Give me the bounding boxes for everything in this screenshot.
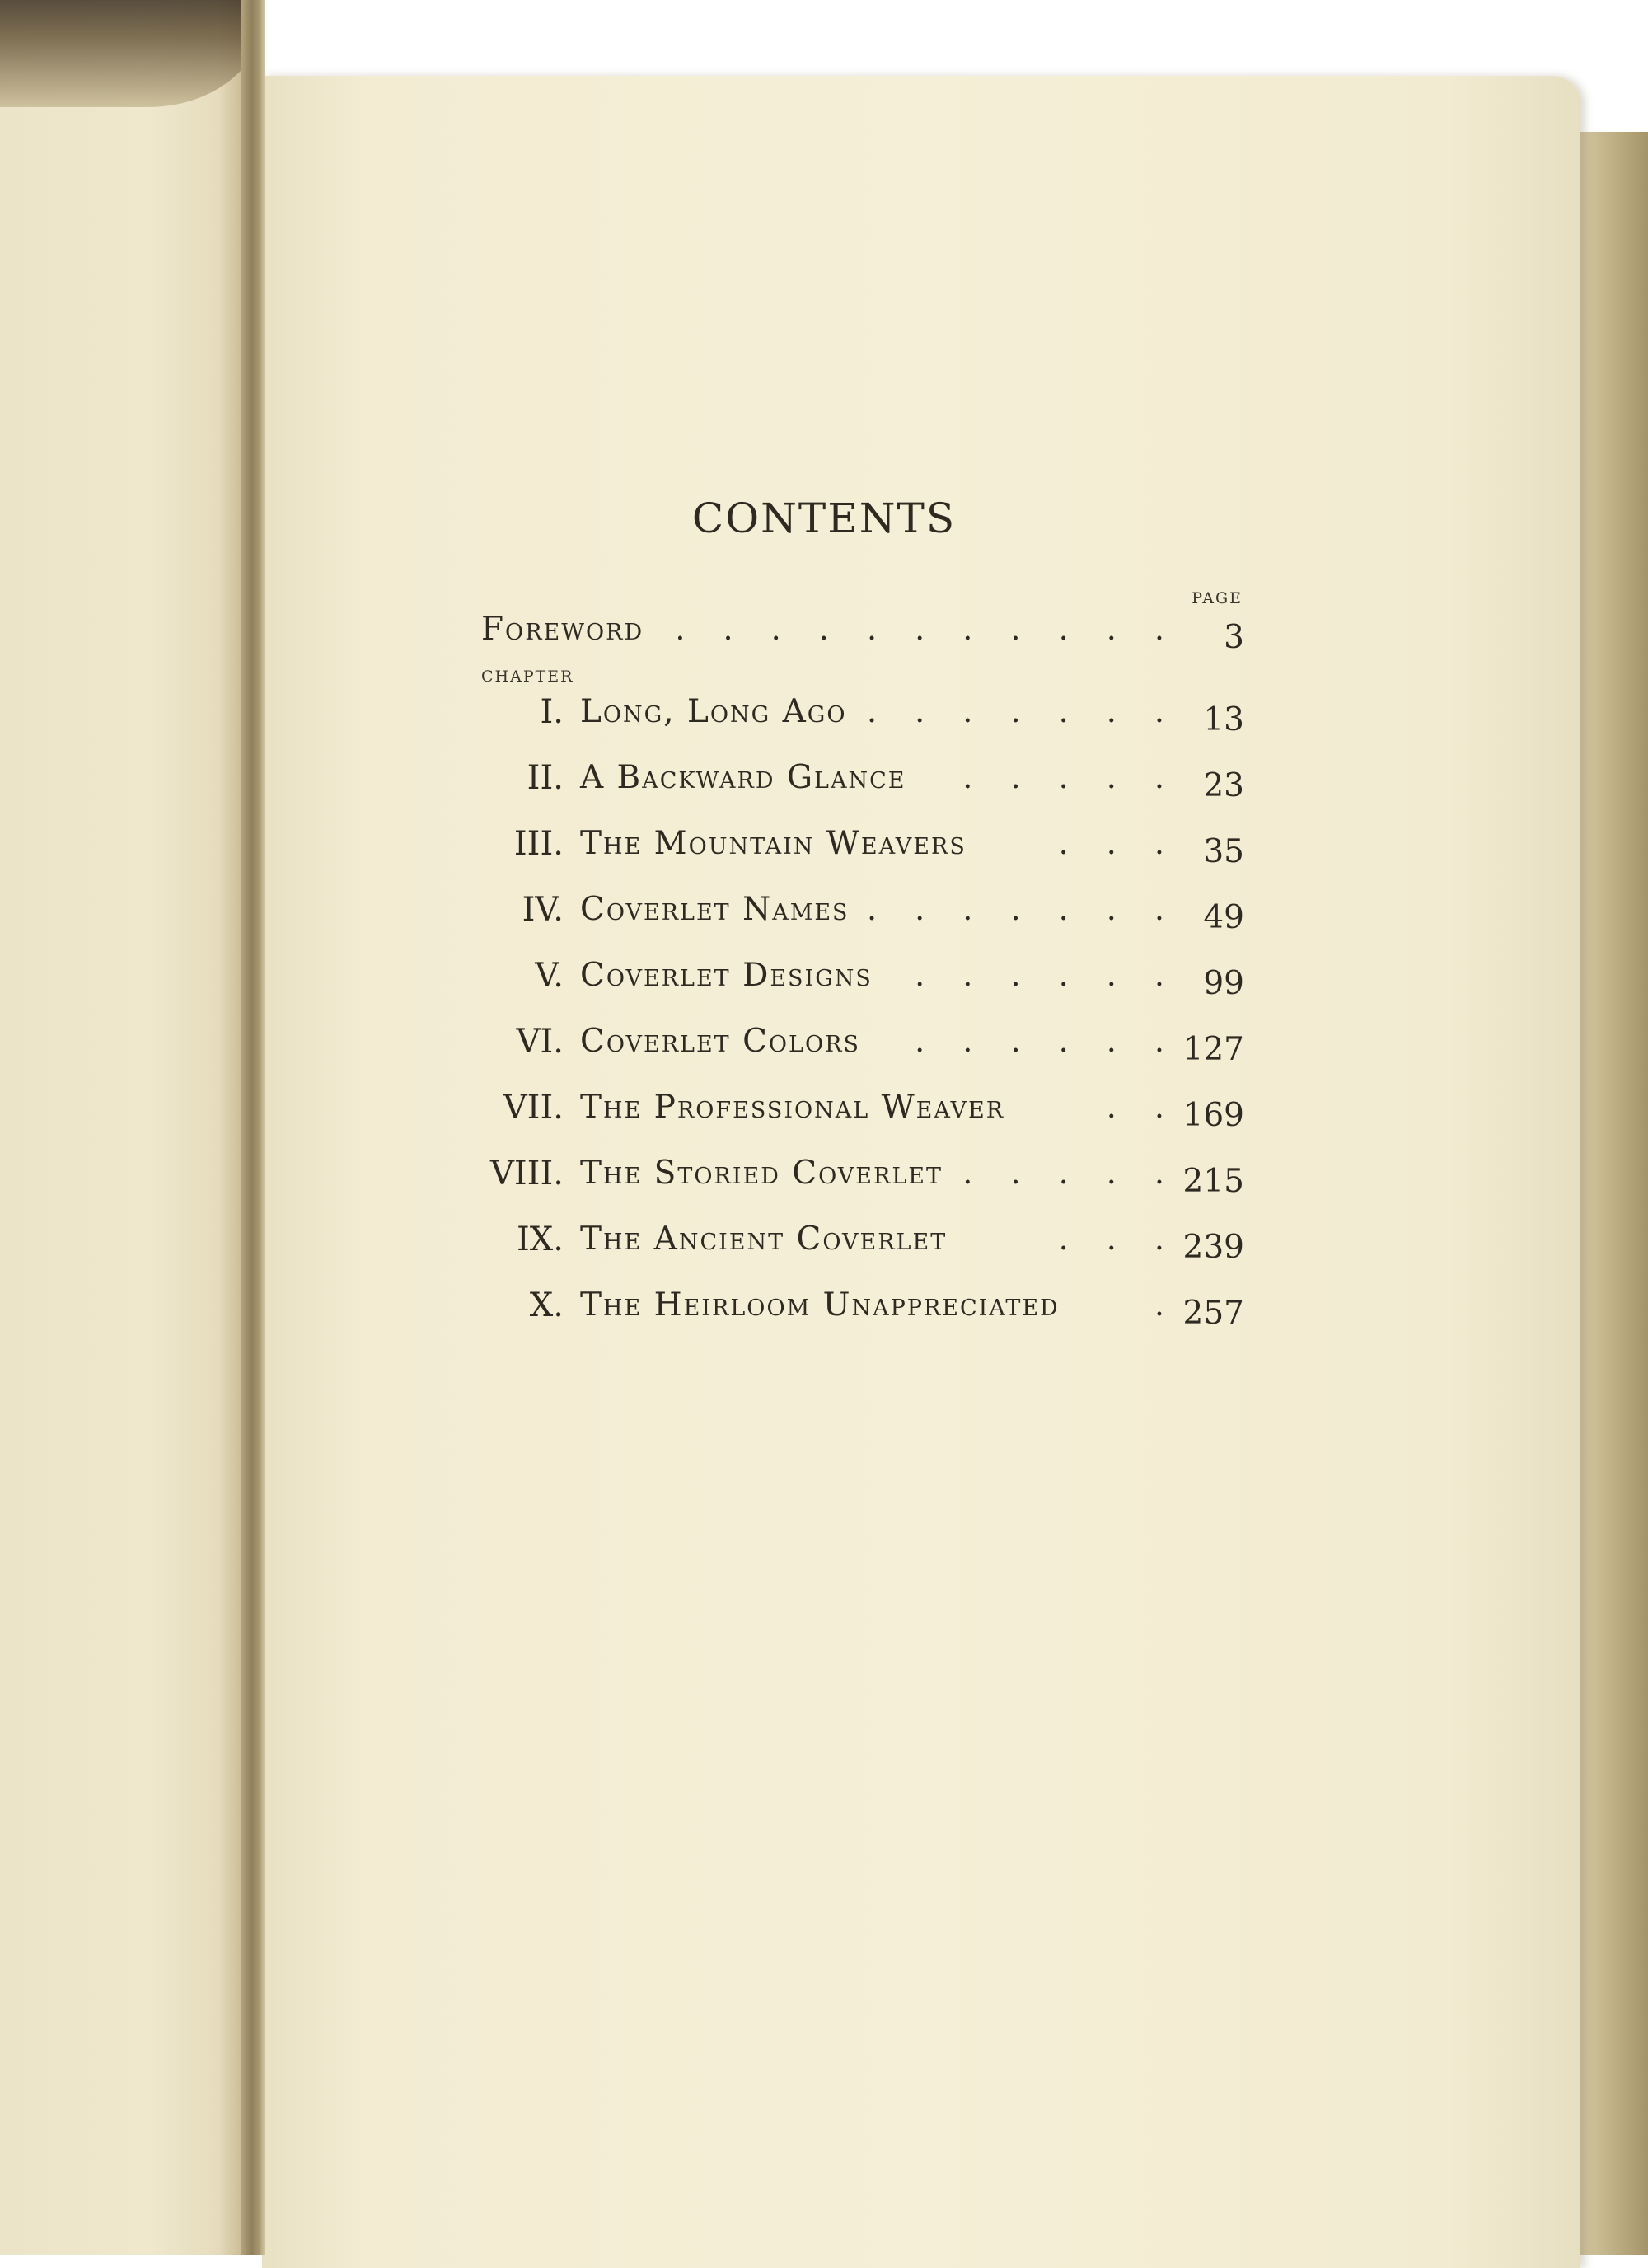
- page-number: 127: [1182, 1031, 1244, 1068]
- page-title: CONTENTS: [691, 494, 957, 542]
- page-number: 239: [1182, 1229, 1244, 1266]
- dot-leaders: . . . . .: [962, 759, 1178, 795]
- entry-title: The Professional Weaver: [580, 1089, 1005, 1126]
- toc-row: [481, 688, 1244, 738]
- dot-leaders: . . .: [1058, 1221, 1178, 1257]
- entry-title: Long, Long Ago: [580, 693, 847, 730]
- chapter-numeral: V.: [535, 957, 564, 995]
- book-gutter: [241, 0, 265, 2255]
- chapter-numeral: VI.: [516, 1023, 564, 1061]
- entry-title: The Ancient Coverlet: [580, 1221, 948, 1258]
- page-number: 169: [1182, 1097, 1244, 1134]
- dot-leaders: . . . . . .: [915, 957, 1178, 993]
- toc-row: [481, 1084, 1244, 1133]
- page-number: 215: [1182, 1163, 1244, 1200]
- page-number: 35: [1203, 833, 1244, 870]
- dot-leaders: . .: [1106, 1089, 1178, 1125]
- toc-row: [481, 1150, 1244, 1199]
- dot-leaders: .: [1154, 1286, 1178, 1323]
- dot-leaders: . . . . .: [962, 1155, 1178, 1191]
- toc-row: [481, 952, 1244, 1001]
- page-column-label: PAGE: [1192, 589, 1243, 607]
- page-number: 99: [1203, 965, 1244, 1002]
- entry-title: The Mountain Weavers: [580, 825, 967, 862]
- chapter-numeral: III.: [513, 825, 564, 863]
- right-page-edges: [1570, 132, 1648, 2255]
- entry-title: Foreword: [481, 611, 644, 648]
- chapter-numeral: II.: [527, 759, 564, 797]
- toc-row-foreword: [481, 606, 1244, 655]
- chapter-numeral: VII.: [503, 1089, 564, 1127]
- chapter-numeral: IX.: [517, 1221, 564, 1258]
- page-number: 49: [1203, 899, 1244, 936]
- entry-title: Coverlet Names: [580, 891, 850, 928]
- toc-row: [481, 886, 1244, 935]
- chapter-numeral: VIII.: [489, 1155, 564, 1193]
- toc-row: [481, 1018, 1244, 1067]
- toc-row: [481, 754, 1244, 804]
- chapter-column-label: CHAPTER: [481, 668, 574, 686]
- toc-row: [481, 1282, 1244, 1331]
- chapter-numeral: I.: [540, 693, 564, 731]
- page-number: 3: [1224, 619, 1244, 656]
- entry-title: The Storied Coverlet: [580, 1155, 943, 1192]
- entry-title: The Heirloom Unappreciated: [580, 1286, 1060, 1324]
- dot-leaders: . . . . . . .: [866, 693, 1178, 729]
- dot-leaders: . . .: [1058, 825, 1178, 861]
- chapter-numeral: X.: [529, 1286, 564, 1324]
- page-number: 23: [1203, 767, 1244, 804]
- entry-title: Coverlet Designs: [580, 957, 873, 994]
- page-number: 13: [1203, 701, 1244, 738]
- dot-leaders: . . . . . . . . . . .: [675, 611, 1178, 647]
- toc-row: [481, 1216, 1244, 1265]
- chapter-numeral: IV.: [522, 891, 564, 929]
- entry-title: A Backward Glance: [580, 759, 906, 796]
- dot-leaders: . . . . . .: [915, 1023, 1178, 1059]
- page-number: 257: [1182, 1295, 1244, 1332]
- toc-row: [481, 820, 1244, 869]
- entry-title: Coverlet Colors: [580, 1023, 860, 1060]
- dot-leaders: . . . . . . .: [866, 891, 1178, 927]
- left-facing-page: [0, 0, 247, 2255]
